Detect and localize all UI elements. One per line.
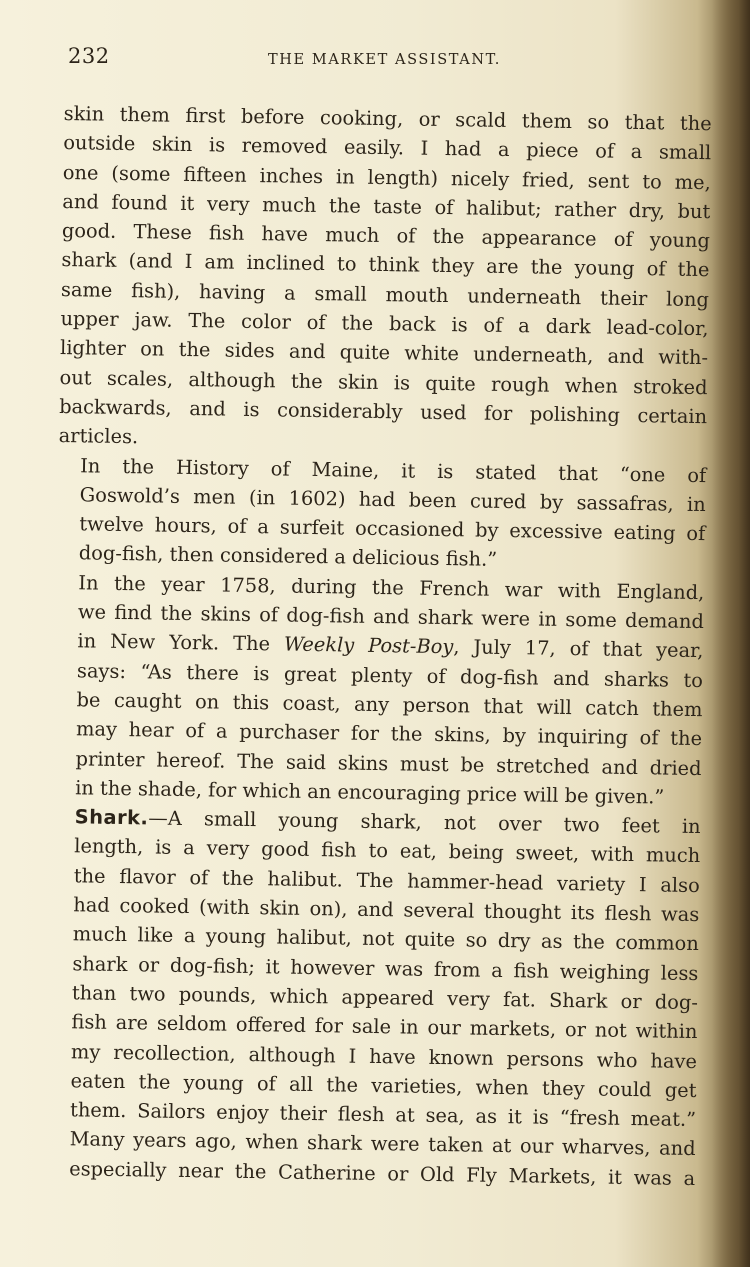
text-line: be caught on this coast, any person that will catch them — [76, 688, 703, 722]
text-line: outside skin is removed easily. I had a piece of a small — [63, 131, 712, 165]
section-heading-shark: Shark. — [74, 805, 149, 830]
paragraph-shark — [47, 802, 701, 1193]
text-line: twelve hours, of a surfeit occasioned by excessive eating of — [79, 512, 706, 546]
text-line: dog-fish, then considered a delicious fish.” — [78, 541, 498, 572]
text-line: says: “As there is great plenty of dog-fish and sharks to — [76, 658, 704, 692]
page-number: 232 — [68, 44, 110, 68]
text-line: had cooked (with skin on), and several thought its flesh was — [73, 893, 700, 927]
text-line: good. These fish have much of the appearance of young — [61, 219, 711, 253]
text-line: length, is a very good fish to eat, being sweet, with much — [74, 834, 701, 868]
page-header — [68, 44, 708, 78]
text-line: and found it very much the taste of halibut; rather dry, but — [62, 189, 711, 224]
text-line: fish are seldom offered for sale in our markets, or not within — [71, 1010, 698, 1044]
paragraph-dogfish-continued — [58, 99, 711, 461]
text-line: than two pounds, which appeared very fat. Shark or dog- — [71, 981, 699, 1014]
body-text — [47, 99, 712, 1193]
text-run: in New York. The — [77, 629, 285, 656]
text-line: in the shade, for which an encouraging price will be given.” — [75, 776, 665, 809]
text-line: In the History of Maine, it is stated that “one of — [80, 453, 707, 487]
text-line: them. Sailors enjoy their flesh at sea, as it is “fresh meat.” — [69, 1098, 697, 1132]
newspaper-title: Weekly Post-Boy — [283, 632, 454, 659]
text-line: out scales, although the skin is quite rough when stroked — [59, 365, 708, 399]
text-line: especially near the Catherine or Old Fly Markets, it was a — [69, 1156, 696, 1190]
text-line: Many years ago, when shark were taken at our wharves, and — [69, 1127, 696, 1161]
text-line: lighter on the sides and quite white underneath, and with- — [59, 336, 709, 370]
text-line: may hear of a purchaser for the skins, by inquiring of the — [75, 717, 703, 751]
text-run: —A small young shark, not over two feet in — [148, 806, 701, 839]
text-line: articles. — [58, 424, 139, 449]
text-line: we find the skins of dog-fish and shark were in some demand — [77, 600, 705, 634]
text-line: printer hereof. The said skins must be stretched and dried — [75, 746, 702, 780]
paragraph-year-1758 — [53, 568, 705, 813]
text-line: the flavor of the halibut. The hammer-head variety I also — [73, 863, 700, 897]
text-line: skin them first before cooking, or scald them so that the — [63, 101, 712, 136]
text-line: Goswold’s men (in 1602) had been cured by sassafras, in — [79, 483, 706, 516]
text-line: same fish), having a small mouth underneath their long — [60, 277, 710, 311]
text-line: shark (and I am inclined to think they are the young of the — [61, 248, 710, 282]
paragraph-history-of-maine — [57, 451, 707, 578]
text-line: In the year 1758, during the French war with England, — [78, 571, 705, 604]
text-run: , July 17, of that year, — [453, 635, 704, 663]
page-gutter-shadow — [712, 0, 750, 1267]
text-line: backwards, and is considerably used for polishing certain — [58, 394, 708, 429]
text-line: one (some fifteen inches in length) nicely fried, sent to me, — [62, 160, 711, 194]
text-line: my recollection, although I have known persons who have — [70, 1039, 698, 1073]
text-line: shark or dog-fish; it however was from a fish weighing less — [72, 951, 699, 985]
text-line: much like a young halibut, not quite so dry as the common — [72, 922, 699, 956]
text-line: eaten the young of all the varieties, when they could get — [70, 1069, 697, 1102]
text-line: upper jaw. The color of the back is of a dark lead-color, — [60, 307, 709, 341]
running-title: THE MARKET ASSISTANT. — [268, 52, 501, 68]
